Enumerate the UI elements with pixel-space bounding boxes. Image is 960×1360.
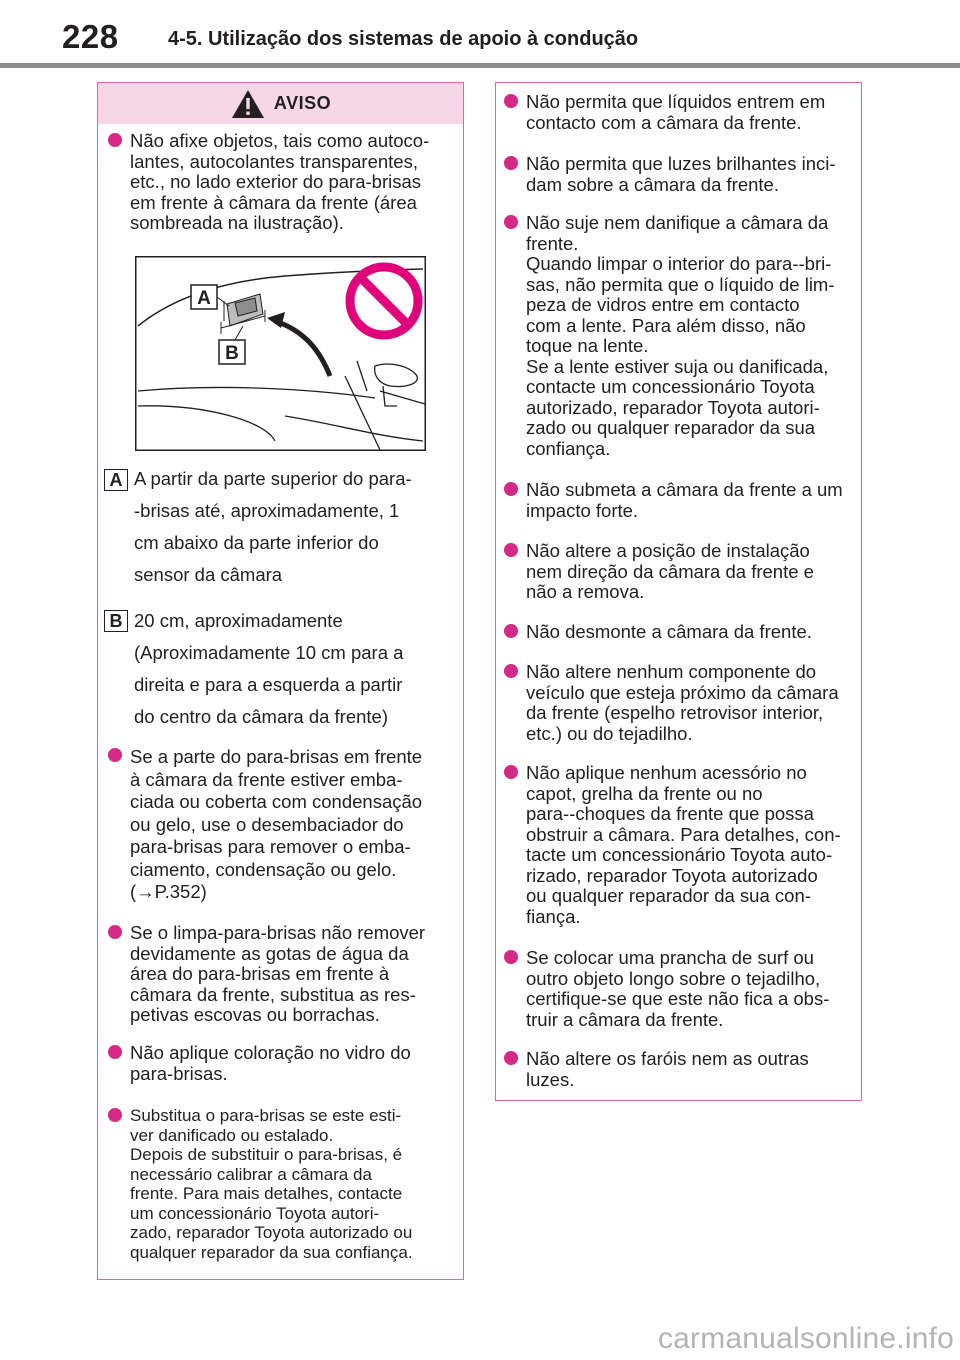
bullet-icon [504, 765, 518, 779]
list-item-text: Não permita que líquidos entrem em contacto com a câmara da frente. [526, 91, 826, 133]
list-item-text: Não altere os faróis nem as outras luzes. [526, 1048, 809, 1090]
list-item [108, 923, 460, 1026]
list-item-text: Não altere nenhum componente do veículo que esteja próximo da câmara da frente (espelho retrovisor interior, etc.) ou do tejadilho. [526, 661, 839, 744]
list-item-text: Não permita que luzes brilhantes inci- dam sobre a câmara da frente. [526, 153, 836, 195]
list-item [504, 622, 856, 643]
list-item [504, 948, 856, 1030]
list-item-text: Se o limpa-para-brisas não remover devidamente as gotas de água da área do para-brisas em frente à câmara da frente, substitua as res- petivas escovas ou borrachas. [130, 922, 426, 1025]
legend-key-b: B [104, 610, 128, 632]
list-item [108, 746, 460, 904]
bullet-icon [504, 482, 518, 496]
bullet-icon [108, 133, 122, 147]
list-item [504, 92, 856, 133]
warning-label: AVISO [273, 93, 332, 113]
illustration-label-a: A [197, 288, 211, 309]
list-item-text: Não desmonte a câmara da frente. [526, 621, 812, 642]
list-item-text: Se a parte do para-brisas em frente à câmara da frente estiver emba- ciada ou coberta com condensação ou gelo, use o desembaciador do para-brisas para remover o emba- ciamento, condensação ou gelo. (→P.352) [130, 746, 423, 902]
list-item [504, 541, 856, 603]
list-item [504, 154, 856, 195]
bullet-icon [504, 950, 518, 964]
bullet-icon [108, 925, 122, 939]
list-item-text: Não submeta a câmara da frente a um impacto forte. [526, 479, 843, 521]
warning-triangle-icon [230, 88, 266, 120]
illustration-label-b: B [225, 343, 239, 364]
legend-text-a: A partir da parte superior do para- -brisas até, aproximadamente, 1 cm abaixo da parte inferior do sensor da câmara [134, 468, 412, 585]
list-item [504, 662, 856, 744]
bullet-icon [504, 543, 518, 557]
header-rule [0, 63, 960, 68]
list-item [108, 1106, 460, 1262]
watermark: carmanualsonline.info [657, 1322, 954, 1355]
list-item [504, 480, 856, 521]
warning-box-left [97, 82, 464, 1280]
bullet-icon [504, 215, 518, 229]
list-item-text: Não suje nem danifique a câmara da frente. Quando limpar o interior do para--bri- sas, não permita que o líquido de lim- peza de vidros entre em contacto com a lente. Para além disso, não toque na lente. Se a lente estiver suja ou danificada, contacte um concessionário Toyota autorizado, reparador Toyota autori- zado ou qualquer reparador da sua confiança. [526, 212, 835, 459]
prohibition-icon [350, 267, 418, 335]
bullet-icon [108, 1045, 122, 1059]
warning-banner [98, 83, 463, 124]
list-item-text: Não aplique nenhum acessório no capot, grelha da frente ou no para--choques da frente que possa obstruir a câmara. Para detalhes, con- tacte um concessionário Toyota auto- rizado, reparador Toyota autorizado ou qualquer reparador da sua con- fiança. [526, 762, 841, 927]
list-item-text: Não afixe objetos, tais como autoco- lantes, autocolantes transparentes, etc., no lado exterior do para-brisas em frente à câmara da frente (área sombreada na ilustração). [130, 130, 430, 233]
list-item-text: Não altere a posição de instalação nem direção da câmara da frente e não a remova. [526, 540, 814, 602]
list-item [504, 213, 856, 459]
windshield-camera-illustration [135, 256, 426, 451]
bullet-icon [504, 156, 518, 170]
legend-text-b: 20 cm, aproximadamente (Aproximadamente 10 cm para a direita e para a esquerda a partir do centro da câmara da frente) [134, 610, 404, 727]
page-number: 228 [62, 18, 119, 55]
bullet-icon [504, 1051, 518, 1065]
legend-key-a: A [104, 469, 128, 491]
list-item-text: Substitua o para-brisas se este esti- ver danificado ou estalado. Depois de substituir o para-brisas, é necessário calibrar a câmara da frente. Para mais detalhes, contacte um concessionário Toyota autori- zado, reparador Toyota autorizado ou qualquer reparador da sua confiança. [130, 1106, 413, 1262]
bullet-icon [108, 1108, 122, 1122]
chapter-title: 4-5. Utilização dos sistemas de apoio à condução [168, 28, 639, 50]
list-item-text: Se colocar uma prancha de surf ou outro objeto longo sobre o tejadilho, certifique-se que este não fica a obs- truir a câmara da frente. [526, 947, 830, 1030]
warning-box-right [495, 82, 862, 1101]
list-item [504, 1049, 856, 1090]
bullet-icon [504, 664, 518, 678]
bullet-icon [504, 94, 518, 108]
list-item [108, 1043, 460, 1084]
bullet-icon [108, 748, 122, 762]
bullet-icon [504, 624, 518, 638]
list-item [504, 763, 856, 927]
list-item-text: Não aplique coloração no vidro do para-brisas. [130, 1042, 411, 1084]
list-item [108, 131, 460, 234]
